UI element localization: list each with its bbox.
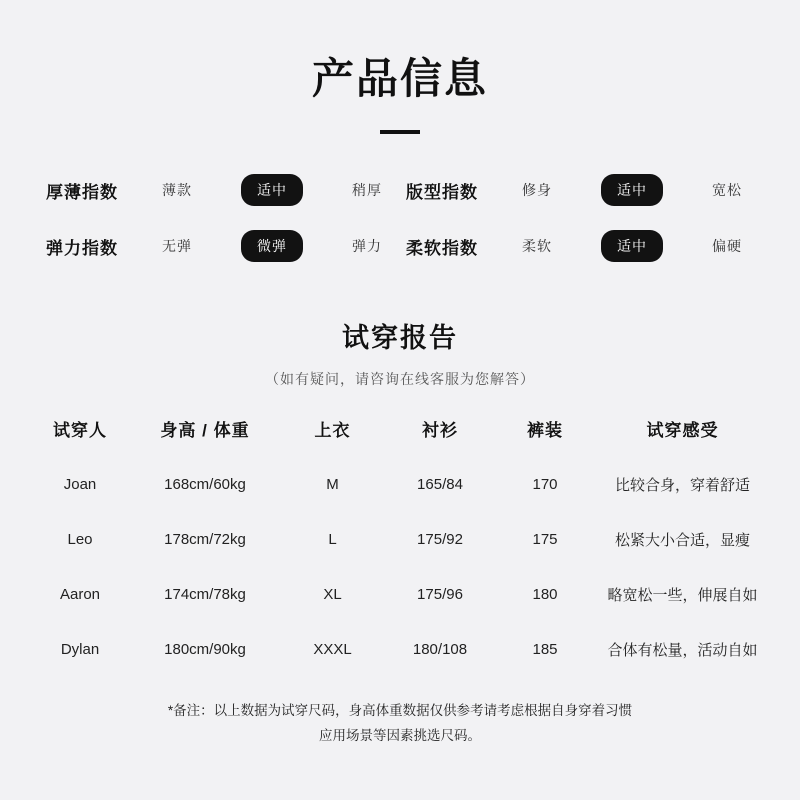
index-option-firm[interactable]: 偏硬 [712, 238, 742, 254]
cell-pants-size: 170 [532, 476, 558, 493]
cell-top-size: XL [323, 586, 342, 603]
footnote-line-2: 应用场景等因素挑选尺码。 [319, 727, 481, 743]
cell-shirt-size: 175/92 [417, 531, 463, 548]
table-row [30, 622, 770, 677]
column-header-tester: 试穿人 [53, 421, 107, 440]
cell-tester-name: Dylan [60, 641, 100, 658]
cell-shirt-size: 165/84 [417, 476, 463, 493]
cell-feedback: 比较合身，穿着舒适 [614, 477, 750, 494]
index-group-thickness [46, 174, 394, 206]
index-option-slight-stretch[interactable]: 微弹 [241, 230, 303, 262]
cell-top-size: M [326, 476, 339, 493]
index-option-medium-soft[interactable]: 适中 [601, 230, 663, 262]
index-options-elasticity [142, 230, 394, 262]
cell-feedback: 略宽松一些，伸展自如 [607, 587, 758, 604]
footnote-line-1: *备注：以上数据为试穿尺码，身高体重数据仅供参考请考虑根据自身穿着习惯 [167, 703, 633, 718]
column-header-height-weight: 身高 / 体重 [160, 421, 250, 440]
index-section [0, 162, 800, 274]
cell-pants-size: 185 [532, 641, 558, 658]
cell-pants-size: 180 [532, 586, 558, 603]
cell-feedback: 松紧大小合适，显瘦 [614, 532, 750, 549]
column-header-top: 上衣 [314, 421, 351, 440]
table-row [30, 457, 770, 512]
index-option-medium[interactable]: 适中 [241, 174, 303, 206]
cell-top-size: XXXL [313, 641, 352, 658]
cell-shirt-size: 180/108 [412, 641, 468, 658]
cell-height-weight: 180cm/90kg [164, 641, 246, 658]
page-title: 产品信息 [311, 55, 488, 102]
index-group-fit [406, 174, 754, 206]
index-option-regular[interactable]: 适中 [601, 174, 663, 206]
index-option-no-stretch[interactable]: 无弹 [162, 238, 192, 254]
cell-shirt-size: 175/96 [417, 586, 463, 603]
index-option-loose[interactable]: 宽松 [712, 182, 742, 198]
index-row-2 [46, 218, 754, 274]
fit-report-table [30, 415, 770, 677]
table-row [30, 512, 770, 567]
column-header-feedback: 试穿感受 [646, 421, 719, 440]
table-row [30, 567, 770, 622]
cell-height-weight: 168cm/60kg [164, 476, 246, 493]
index-row-1 [46, 162, 754, 218]
index-option-slim[interactable]: 修身 [522, 182, 552, 198]
footnote [0, 699, 800, 749]
cell-tester-name: Leo [67, 531, 93, 548]
index-option-thin[interactable]: 薄款 [162, 182, 192, 198]
cell-height-weight: 178cm/72kg [164, 531, 246, 548]
column-header-pants: 裤装 [527, 421, 563, 440]
title-divider [380, 130, 420, 134]
index-option-stretch[interactable]: 弹力 [352, 238, 382, 254]
index-label-thickness: 厚薄指数 [46, 182, 118, 202]
cell-tester-name: Aaron [59, 586, 101, 603]
cell-pants-size: 175 [532, 531, 558, 548]
index-label-softness: 柔软指数 [406, 238, 478, 258]
index-options-thickness [142, 174, 394, 206]
table-header-row [30, 415, 770, 457]
index-option-thick[interactable]: 稍厚 [352, 182, 382, 198]
index-option-soft[interactable]: 柔软 [522, 238, 552, 254]
cell-tester-name: Joan [63, 476, 97, 493]
index-label-fit: 版型指数 [406, 182, 478, 202]
report-subtitle: （如有疑问，请咨询在线客服为您解答） [265, 371, 535, 387]
column-header-shirt: 衬衫 [422, 421, 458, 440]
cell-height-weight: 174cm/78kg [164, 586, 246, 603]
report-title: 试穿报告 [342, 323, 458, 353]
cell-top-size: L [328, 531, 337, 548]
cell-feedback: 合体有松量，活动自如 [607, 642, 758, 659]
index-group-elasticity [46, 230, 394, 262]
index-group-softness [406, 230, 754, 262]
index-options-fit [502, 174, 754, 206]
index-label-elasticity: 弹力指数 [46, 238, 118, 258]
index-options-softness [502, 230, 754, 262]
